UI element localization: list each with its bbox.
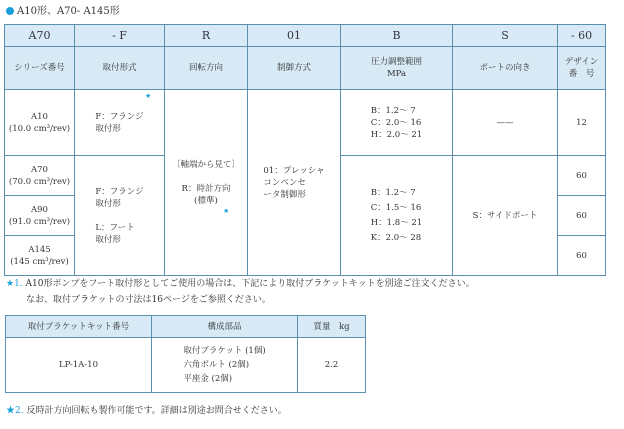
design-cell: 60 — [558, 236, 606, 276]
series-name: A90 — [31, 204, 48, 215]
note-2 — [6, 403, 287, 416]
note-1-line-2: なお、取付ブラケットの寸法は16ページをご参照ください。 — [26, 295, 271, 305]
kit-row — [6, 338, 366, 393]
code-port: S — [453, 25, 558, 47]
code-mounting: - F — [75, 25, 165, 47]
kit-header-row — [6, 316, 366, 338]
pressure-cell — [341, 156, 453, 276]
header-design: デザイン 番 号 — [558, 47, 606, 90]
port-cell: S：サイドポート — [453, 156, 558, 276]
series-cell — [5, 156, 75, 196]
mounting-cell — [75, 156, 165, 276]
pressure-cell — [341, 90, 453, 156]
note-1-mark: ★1. — [6, 279, 23, 289]
code-series: A70 — [5, 25, 75, 47]
code-rotation: R — [165, 25, 248, 47]
code-control: 01 — [248, 25, 341, 47]
model-code-table — [4, 24, 606, 276]
header-port: ポートの向き — [453, 47, 558, 90]
series-cell — [5, 90, 75, 156]
series-name: A10 — [31, 111, 48, 122]
series-name: A70 — [31, 164, 48, 175]
series-cell — [5, 196, 75, 236]
rotation-cell — [165, 90, 248, 276]
series-displacement: (145 cm³/rev) — [10, 256, 69, 267]
note-1-text: A10形ポンプをフート取付形としてご使用の場合は、下記により取付ブラケットキットを別途ご注文ください。 — [25, 279, 475, 289]
design-cell: 12 — [558, 90, 606, 156]
note-2-text: 反時計方向回転も製作可能です。詳細は別途お問合せください。 — [26, 406, 287, 416]
series-displacement: (91.0 cm³/rev) — [8, 216, 71, 227]
control-text: 01：プレッシャ コンペンセ ータ制御形 — [263, 165, 325, 200]
header-pressure: 圧力調整範囲 MPa — [341, 47, 453, 90]
header-row — [5, 47, 606, 90]
design-cell: 60 — [558, 156, 606, 196]
header-rotation: 回転方向 — [165, 47, 248, 90]
kit-number: LP-1A-10 — [6, 338, 152, 393]
kit-header-parts: 構成部品 — [152, 316, 298, 338]
kit-parts: 取付ブラケット (1個) 六角ボルト (2個) 平座金 (2個) — [183, 346, 266, 384]
kit-header-number: 取付ブラケットキット番号 — [6, 316, 152, 338]
header-control: 制御方式 — [248, 47, 341, 90]
note-1-line-1 — [6, 276, 475, 289]
star-note-1-icon: ★ — [145, 92, 152, 100]
rotation-text: 〔軸端から見て〕 R：時計方向 (標準) — [171, 159, 240, 206]
code-row — [5, 25, 606, 47]
series-displacement: (10.0 cm³/rev) — [8, 123, 71, 134]
control-cell — [248, 90, 341, 276]
mounting-text: F：フランジ 取付形 — [95, 111, 144, 134]
mounting-text: F：フランジ 取付形 L：フート 取付形 — [95, 186, 144, 245]
kit-mass: 2.2 — [298, 338, 366, 393]
table-row-a10 — [5, 90, 606, 156]
page-title — [6, 2, 120, 17]
note-2-mark: ★2. — [6, 406, 24, 416]
kit-parts-cell — [152, 338, 298, 393]
header-mounting: 取付形式 — [75, 47, 165, 90]
pressure-text: B：1.2～ 7 C：1.5～ 16 H：1.8～ 21 K：2.0～ 28 — [370, 187, 423, 243]
design-cell: 60 — [558, 196, 606, 236]
port-cell: —— — [453, 90, 558, 156]
code-design: - 60 — [558, 25, 606, 47]
kit-header-mass: 質量 kg — [298, 316, 366, 338]
mounting-cell — [75, 90, 165, 156]
bracket-kit-table — [5, 315, 366, 393]
star-note-2-icon: ★ — [223, 207, 230, 215]
page-title-text: A10形、A70- A145形 — [17, 6, 120, 17]
header-series: シリーズ番号 — [5, 47, 75, 90]
series-name: A145 — [28, 244, 51, 255]
pressure-text: B：1.2～ 7 C：2.0～ 16 H：2.0～ 21 — [370, 105, 423, 140]
bullet-dot-icon — [6, 7, 14, 15]
code-pressure: B — [341, 25, 453, 47]
series-cell — [5, 236, 75, 276]
series-displacement: (70.0 cm³/rev) — [8, 176, 71, 187]
